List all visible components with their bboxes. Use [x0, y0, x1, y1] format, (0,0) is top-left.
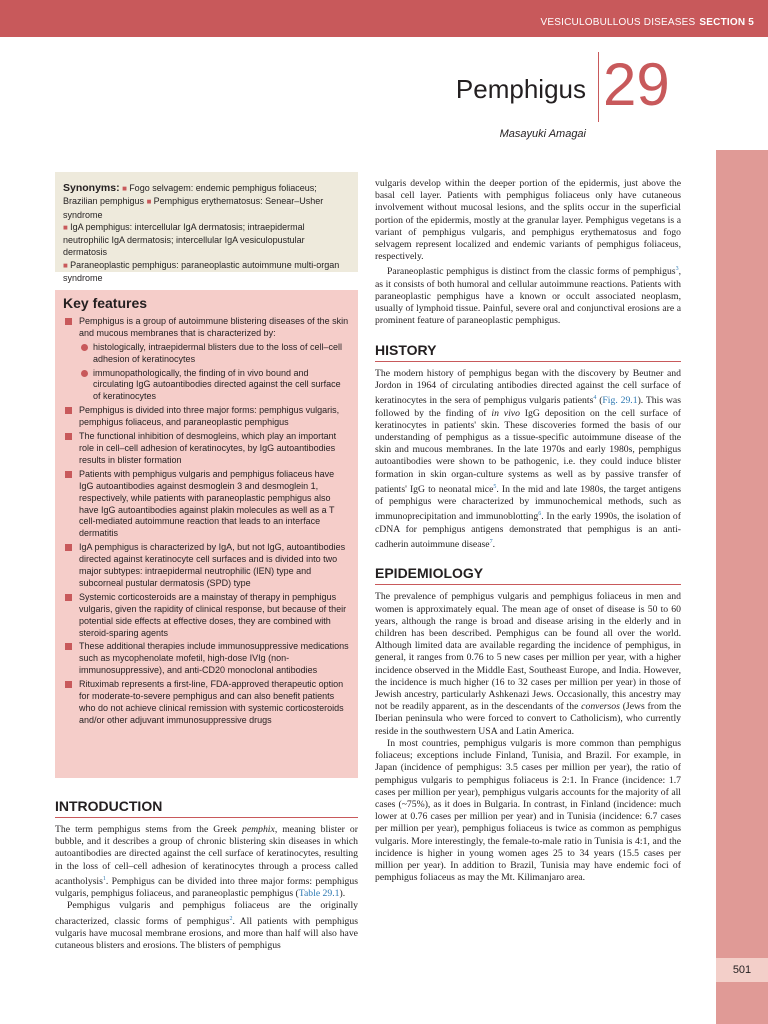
key-features-list — [63, 316, 350, 727]
key-feature-item — [63, 679, 350, 727]
key-feature-item — [63, 431, 350, 467]
page-number-box — [716, 958, 768, 982]
key-feature-text: Rituximab represents a first-line, FDA-approved therapeutic option for moderate-to-severe pemphigus and can also benefit patients who do not achieve clinical remission with systemic corticosteroids and/or other adjuvant immunosuppressive drugs — [79, 679, 344, 725]
epidemiology-paragraph: In most countries, pemphigus vulgaris is more common than pemphigus foliaceus; exceptions include Finland, Tunisia, and Brazil. For example, in Japan (incidence of pemphigus: 3.5 cases per million per year), the ratio of pemphigus vulgaris to pemphigus foliaceus is 2:1. In France (incidence: 1.7 cases per million per year), pemphigus vulgaris accounts for the majority of all cases (~75%), as it does in Bulgaria. In contrast, in Finland (incidence: much lower at 0.76 cases per million per year) and in Tunisia (incidence: 6.7 cases per million per year), pemphigus foliaceus is twice as common as pemphigus vulgaris. More interestingly, the female-to-male ratio in Tunisia is 4:1, and the incidence is higher in young women ages 25 to 34 years (15.5 cases per million per year). In addition to Brazil, Tunisia may have endemic foci of pemphigus foliaceus as may the Mt. Kilimanjaro area. — [375, 737, 681, 884]
key-feature-text: These additional therapies include immunosuppressive medications such as mycophenolate mofetil, high-dose IVIg (non-immunosuppressive), and anti-CD20 monoclonal antibodies — [79, 641, 349, 676]
square-bullet-icon — [65, 471, 72, 478]
chapter-divider — [598, 52, 599, 122]
introduction-heading: INTRODUCTION — [55, 798, 358, 818]
chapter-title: Pemphigus — [455, 74, 586, 104]
citation-link[interactable]: 7 — [489, 539, 493, 546]
key-feature-item — [63, 542, 350, 590]
key-feature-item — [63, 592, 350, 640]
key-feature-text: IgA pemphigus is characterized by IgA, but not IgG, autoantibodies directed against keratinocyte cell surfaces and is divided into two major subtypes: intraepidermal neutrophilic (IEN) type and subcorneal pustular dermatosis (SPD) type — [79, 542, 346, 588]
epidemiology-heading: EPIDEMIOLOGY — [375, 565, 681, 585]
square-bullet-icon — [65, 643, 72, 650]
section-title: VESICULOBULLOUS DISEASES — [540, 17, 696, 28]
round-bullet-icon — [81, 344, 88, 351]
table-link[interactable]: Table 29.1 — [298, 888, 340, 900]
square-bullet-icon — [65, 433, 72, 440]
square-bullet-icon — [65, 681, 72, 688]
left-column — [55, 798, 358, 953]
epidemiology-paragraph: The prevalence of pemphigus vulgaris and pemphigus foliaceus in men and women is approximately equal. The mean age of onset of disease is 50 to 60 years, although the range is broad and disease arising in the elderly and in children has been described. Pemphigus can be found all over the world. Although limited data are available regarding the incidence of pemphigus, in general, it ranges from 0.76 to 5 new cases per million per year, with a higher incidence observed in the Middle East, Southeast Europe, and India. However, the incidence is much higher (16 to 32 cases per million per year) in those of Jewish ancestry, particularly Ashkenazi Jews. Occasionally, this ancestry may not be readily apparent, as in the descendants of the conversos (Jews from the Iberian peninsula who were forced to convert to Catholicism), who currently reside in the southwestern USA and Latin America. — [375, 591, 681, 737]
running-header-text — [541, 17, 754, 28]
key-feature-item — [63, 469, 350, 540]
synonym-item: Fogo selvagem: endemic pemphigus foliaceus; Brazilian pemphigus — [63, 183, 317, 207]
bullet-icon: ■ — [146, 197, 154, 207]
chapter-author: Masayuki Amagai — [499, 128, 586, 140]
history-heading: HISTORY — [375, 342, 681, 362]
running-header — [0, 0, 768, 37]
citation-link[interactable]: 4 — [593, 395, 597, 402]
key-features-box — [55, 290, 358, 778]
synonym-item: IgA pemphigus: intercellular IgA dermatosis; intraepidermal neutrophilic IgA dermatosis; intercellular IgA vesiculopustular dermatosis — [63, 221, 305, 258]
history-paragraph: The modern history of pemphigus began with the discovery by Beutner and Jordon in 1964 of circulating antibodies directed against the cell surface of keratinocytes in the sera of pemphigus vulgaris patients$^4$ (Fig. 29.1). This was followed by the finding of in vivo IgG deposition on the cell surface of keratinocytes in patients' skin. These discoveries formed the basis of our understanding of pemphigus as a tissue-specific autoimmune disease of the skin and mucous membranes. In the late 1970s and early 1980s, pemphigus autoantibodies were shown to be pathogenic, i.e. they could induce blister formation in skin organ-culture systems as well as by passive transfer of patients' IgG to neonatal mice$^5$. In the mid and late 1980s, the target antigens of pemphigus were characterized by immunochemical methods, such as immunoprecipitation and immunoblotting$^6$. In the early 1990s, the isolation of cDNA for pemphigus antigens demonstrated that pemphigus is an anti-cadherin autoimmune disease$^7$. — [375, 367, 682, 551]
key-feature-text: immunopathologically, the finding of in vivo bound and circulating IgG autoantibodies directed against the cell surface of keratinocytes — [93, 367, 341, 402]
key-feature-item — [63, 316, 350, 340]
synonyms-label: Synonyms: — [63, 182, 120, 194]
citation-link[interactable]: 5 — [493, 483, 497, 490]
square-bullet-icon — [65, 544, 72, 551]
key-feature-subitem — [63, 342, 350, 366]
introduction-paragraph: The term pemphigus stems from the Greek pemphix, meaning blister or bubble, and it describes a group of chronic blistering skin diseases in which autoantibodies are directed against the cell surface of keratinocytes, resulting in the loss of cell–cell adhesion of keratinocytes through a process called acantholysis$^1$. Pemphigus can be divided into three major forms: pemphigus vulgaris, pemphigus foliaceus, and paraneoplastic pemphigus (Table 29.1). — [55, 824, 358, 900]
key-feature-subitem — [63, 368, 350, 404]
introduction-paragraph: Pemphigus vulgaris and pemphigus foliaceus are the originally characterized, classic forms of pemphigus$^2$. All patients with pemphigus vulgaris have mucosal membrane erosions, and more than half will also have cutaneous blisters and erosions. The blisters of pemphigus — [55, 900, 358, 952]
synonym-item: Pemphigus erythematosus: Senear–Usher syndrome — [63, 196, 324, 220]
introduction-paragraph: vulgaris develop within the deeper portion of the epidermis, just above the basal cell layer. Patients with pemphigus foliaceus only have cutaneous involvement without mucosal lesions, and the splits occur in the superficial portion of the epidermis, mostly at the granular layer. Pemphigus vegetans is a variant of pemphigus vulgaris, and pemphigus erythematosus and fogo selvagem represent localized and endemic variants of pemphigus foliaceus, respectively. — [375, 178, 681, 263]
citation-link[interactable]: 3 — [675, 266, 679, 273]
key-feature-text: Pemphigus is divided into three major forms: pemphigus vulgaris, pemphigus foliaceus, and paraneoplastic pemphigus — [79, 405, 340, 428]
synonym-item: Paraneoplastic pemphigus: paraneoplastic autoimmune multi-organ syndrome — [63, 259, 340, 284]
key-feature-text: histologically, intraepidermal blisters due to the loss of cell–cell adhesion of keratinocytes — [93, 341, 342, 364]
section-label: SECTION 5 — [699, 17, 754, 28]
bullet-icon: ■ — [122, 184, 130, 193]
key-features-title: Key features — [63, 295, 148, 311]
round-bullet-icon — [81, 370, 88, 377]
square-bullet-icon — [65, 407, 72, 414]
citation-link[interactable]: 6 — [538, 511, 542, 518]
key-feature-text: Patients with pemphigus vulgaris and pemphigus foliaceus have IgG autoantibodies against desmoglein 3 and desmoglein 1, respectively, while patients with paraneoplastic pemphigus also have IgG autoantibodies against plakin molecules as well as a T cell-mediated autoimmune reaction that leads to an interface dermatitis — [79, 468, 335, 539]
citation-link[interactable]: 1 — [102, 875, 106, 882]
key-feature-item — [63, 405, 350, 429]
key-feature-text: Systemic corticosteroids are a mainstay of therapy in pemphigus vulgaris, given the rapidity of clinical response, but because of their potential side effects at effective doses, they are combined with steroid-sparing agents — [79, 591, 347, 638]
bullet-icon: ■ — [63, 260, 71, 270]
synonyms-box — [55, 172, 358, 284]
figure-link[interactable]: Fig. 29.1 — [602, 395, 638, 407]
right-column — [375, 178, 681, 884]
right-margin-strip — [716, 150, 768, 1024]
square-bullet-icon — [65, 318, 72, 325]
key-feature-text: The functional inhibition of desmogleins, which play an important role in cell–cell adhesion of keratinocytes, by IgG autoantibodies results in blister formation — [79, 431, 337, 465]
key-feature-item — [63, 641, 350, 677]
page-number: 501 — [732, 964, 752, 976]
square-bullet-icon — [65, 594, 72, 601]
citation-link[interactable]: 2 — [229, 915, 233, 922]
bullet-icon: ■ — [63, 222, 71, 232]
key-feature-text: Pemphigus is a group of autoimmune blistering diseases of the skin and mucous membranes that is characterized by: — [79, 315, 349, 338]
chapter-number: 29 — [603, 51, 670, 118]
introduction-paragraph: Paraneoplastic pemphigus is distinct from the classic forms of pemphigus$^3$, as it consists of both humoral and cellular autoimmune reactions. Patients with paraneoplastic pemphigus have a known or occult associated neoplasm, usually of lymphoid tissue. Painful, severe oral and conjunctival erosions are a prominent feature of paraneoplastic pemphigus. — [375, 266, 681, 327]
